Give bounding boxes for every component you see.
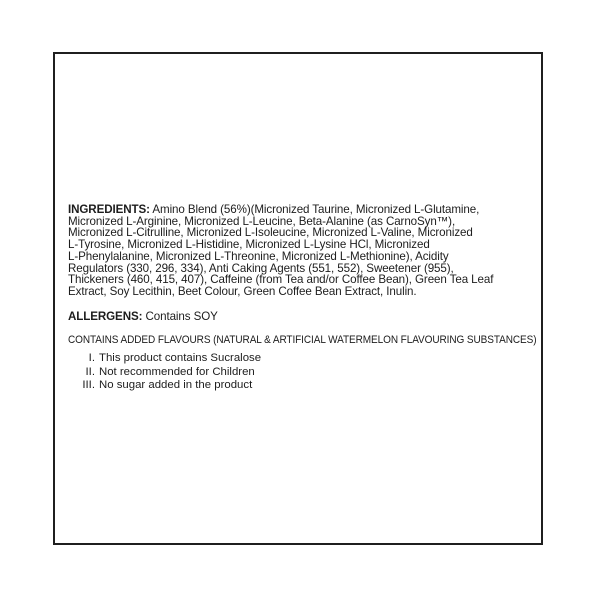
note-numeral: III. [82,379,95,392]
allergens-statement [68,311,537,323]
ingredients-line: Micronized L-Citrulline, Micronized L-Isoleucine, Micronized L-Valine, Micronized [68,226,473,240]
note-text: Not recommended for Children [99,365,255,378]
note-text: No sugar added in the product [99,379,253,392]
allergens-heading: ALLERGENS: [68,309,143,323]
flavours-statement: CONTAINS ADDED FLAVOURS (NATURAL & ARTIFICIAL WATERMELON FLAVOURING SUBSTANCES) [68,333,537,346]
note-item [68,366,537,380]
ingredients-line-text: Amino Blend (56%)(Micronized Taurine, Micronized L-Glutamine, [152,203,480,216]
note-numeral: II. [85,365,95,378]
ingredients-line [68,204,537,216]
ingredients-line: L-Tyrosine, Micronized L-Histidine, Micronized L-Lysine HCl, Micronized [68,238,430,252]
ingredients-line: Micronized L-Arginine, Micronized L-Leucine, Beta-Alanine (as CarnoSyn™), [68,214,456,228]
note-text: This product contains Sucralose [99,351,262,364]
ingredients-line: L-Phenylalanine, Micronized L-Threonine, Micronized L-Methionine), Acidity [68,249,449,263]
ingredients-heading: INGREDIENTS: [68,203,150,216]
note-item [68,352,537,366]
label-text-block [68,204,537,393]
notes-list [68,352,537,394]
note-item [68,379,537,393]
ingredients-line: Extract, Soy Lecithin, Beet Colour, Green Coffee Bean Extract, Inulin. [68,284,417,298]
note-numeral: I. [88,351,95,364]
label-border-panel [53,52,543,545]
allergens-text: Contains SOY [145,309,218,323]
ingredients-line: Regulators (330, 296, 334), Anti Caking Agents (551, 552), Sweetener (955), [68,261,454,275]
ingredients-line: Thickeners (460, 415, 407), Caffeine (from Tea and/or Coffee Bean), Green Tea Leaf [68,273,494,287]
ingredients-paragraph [68,204,537,298]
